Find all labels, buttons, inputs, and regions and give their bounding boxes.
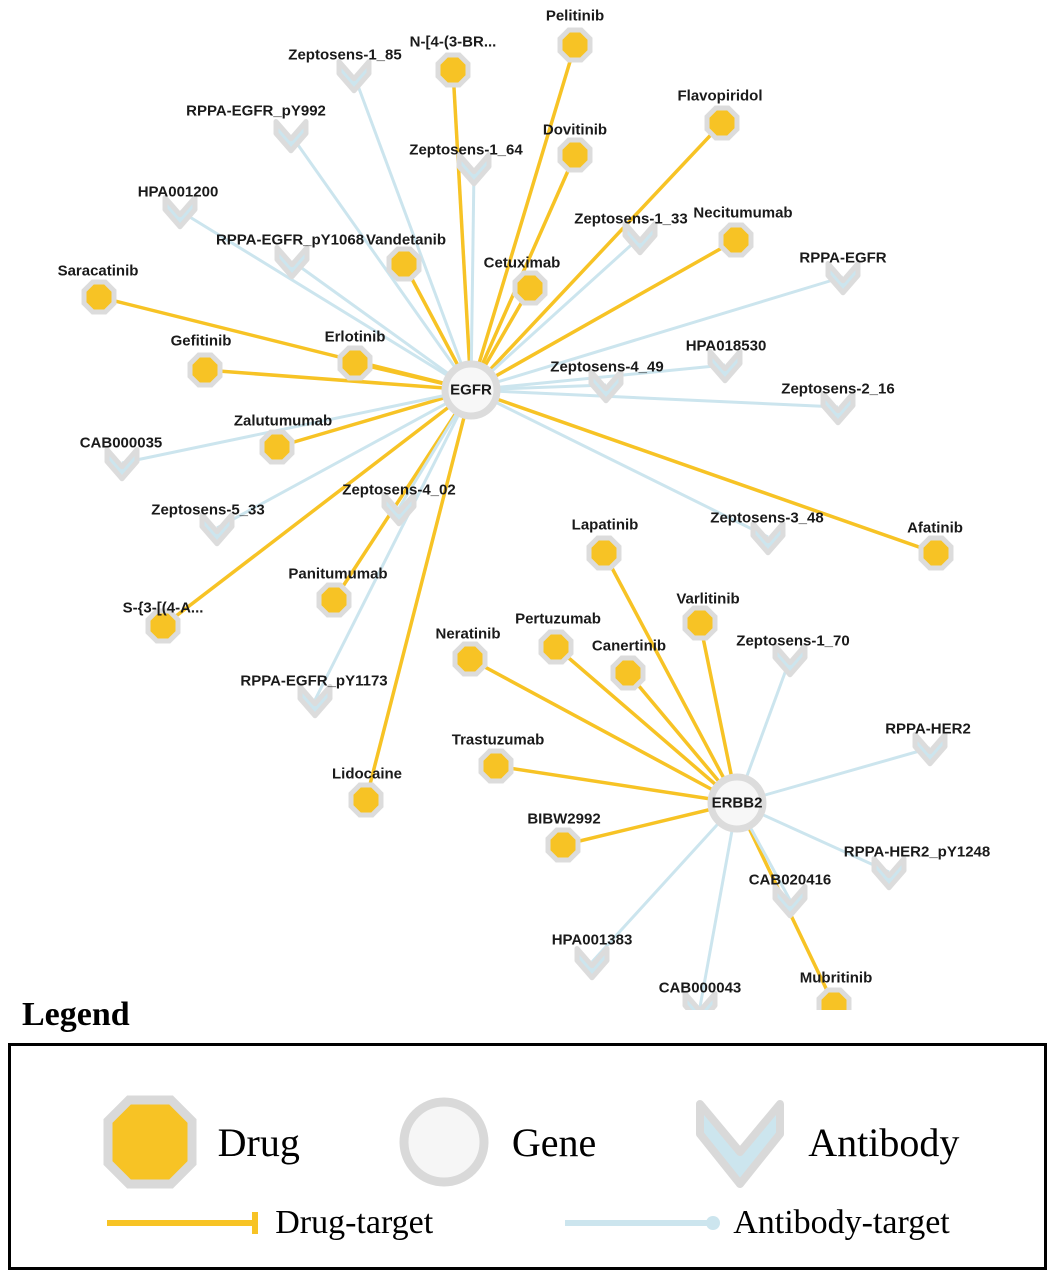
drug-node[interactable] [921, 538, 951, 568]
legend-item-antibody [686, 1088, 959, 1196]
legend-label-antibody: Antibody [808, 1119, 960, 1165]
legend-box [8, 1043, 1047, 1270]
antibody-target-edge [737, 748, 930, 803]
antibody-node[interactable] [775, 646, 805, 675]
antibody-label: Zeptosens-1_85 [288, 46, 402, 64]
antibody-label: Zeptosens-3_48 [710, 509, 824, 527]
drug-label: Flavopiridol [677, 87, 763, 105]
antibody-node[interactable] [710, 352, 740, 381]
drug-target-edge [366, 390, 471, 800]
drug-node[interactable] [351, 785, 381, 815]
antibody-node[interactable] [165, 198, 195, 227]
drug-node[interactable] [319, 585, 349, 615]
antibody-node[interactable] [459, 155, 489, 184]
drug-node[interactable] [589, 538, 619, 568]
antibody-node[interactable] [339, 62, 369, 91]
vee-icon [686, 1088, 794, 1196]
drug-node[interactable] [541, 632, 571, 662]
drug-node[interactable] [560, 30, 590, 60]
legend-title: Legend [22, 996, 130, 1033]
drug-label: BIBW2992 [527, 810, 601, 828]
antibody-target-edge [180, 211, 471, 390]
circle-icon [390, 1088, 498, 1196]
drug-label: Cetuximab [483, 254, 561, 272]
antibody-target-edge [471, 390, 768, 537]
antibody-target-edge [217, 390, 471, 528]
antibody-target-edge [315, 390, 471, 700]
drug-node[interactable] [190, 355, 220, 385]
drug-label: Necitumumab [693, 204, 793, 222]
antibody-node[interactable] [753, 524, 783, 553]
legend-edge-antibody-target [563, 1204, 950, 1242]
legend-item-drug [96, 1088, 300, 1196]
drug-node[interactable] [707, 108, 737, 138]
antibody-label: RPPA-HER2 [885, 720, 971, 738]
gene-node[interactable] [711, 777, 763, 829]
drug-node[interactable] [148, 611, 178, 641]
drug-node[interactable] [389, 249, 419, 279]
drug-label: S-{3-[(4-A... [122, 599, 204, 617]
antibody-label: Zeptosens-1_33 [574, 210, 688, 228]
gene-label-egfr: EGFR [450, 381, 492, 399]
antibody-label: RPPA-EGFR_pY1068 [215, 231, 365, 249]
antibody-node[interactable] [577, 949, 607, 978]
antibody-label: CAB020416 [748, 871, 832, 889]
drug-node[interactable] [262, 432, 292, 462]
drug-label: Neratinib [435, 625, 501, 643]
antibody-label: HPA001383 [551, 931, 633, 949]
gene-node[interactable] [445, 364, 497, 416]
antibody-target-edge-icon [563, 1208, 723, 1238]
drug-node[interactable] [685, 608, 715, 638]
drug-label: Lapatinib [571, 516, 639, 534]
drug-node[interactable] [515, 273, 545, 303]
legend-label-drug-target: Drug-target [275, 1204, 434, 1241]
drug-label: Dovitinib [542, 121, 608, 139]
legend-edges-row [11, 1204, 1044, 1242]
drug-target-edge [163, 390, 471, 626]
drug-node[interactable] [438, 55, 468, 85]
drug-label: N-[4-(3-BR... [409, 33, 497, 51]
antibody-label: HPA018530 [685, 337, 767, 355]
drug-label: Pelitinib [545, 7, 605, 25]
antibody-label: Zeptosens-4_02 [342, 481, 456, 499]
antibody-target-edge [122, 390, 471, 463]
antibody-node[interactable] [107, 450, 137, 479]
antibody-target-edge [354, 75, 471, 390]
antibody-node[interactable] [874, 859, 904, 888]
antibody-node[interactable] [915, 735, 945, 764]
drug-label: Pertuzumab [515, 610, 601, 628]
drug-node[interactable] [560, 140, 590, 170]
drug-node[interactable] [548, 830, 578, 860]
drug-label: Lidocaine [331, 765, 403, 783]
drug-label: Varlitinib [676, 590, 740, 608]
drug-node[interactable] [340, 348, 370, 378]
antibody-node[interactable] [775, 887, 805, 916]
legend-label-antibody-target: Antibody-target [733, 1204, 950, 1241]
drug-node[interactable] [84, 282, 114, 312]
drug-label: Zalutumumab [233, 412, 333, 430]
drug-label: Canertinib [591, 637, 667, 655]
legend-edge-drug-target [105, 1204, 433, 1242]
drug-target-edge [471, 390, 936, 553]
antibody-target-edge [471, 237, 640, 390]
drug-target-edge-icon [105, 1208, 265, 1238]
legend-shapes-row [11, 1088, 1044, 1196]
antibody-node[interactable] [202, 515, 232, 544]
drug-target-edge [453, 70, 471, 390]
antibody-label: Zeptosens-1_70 [736, 632, 850, 650]
antibody-label: CAB000035 [79, 434, 163, 452]
antibody-node[interactable] [276, 122, 306, 151]
drug-node[interactable] [613, 658, 643, 688]
antibody-label: RPPA-HER2_pY1248 [843, 843, 991, 861]
drug-label: Saracatinib [57, 262, 139, 280]
drug-label: Panitumumab [288, 565, 388, 583]
drug-label: Vandetanib [365, 231, 447, 249]
antibody-label: Zeptosens-1_64 [409, 141, 523, 159]
legend-label-gene: Gene [511, 1119, 597, 1165]
antibody-node[interactable] [828, 264, 858, 293]
antibody-node[interactable] [300, 687, 330, 716]
antibody-label: RPPA-EGFR_pY1173 [240, 672, 388, 690]
drug-node[interactable] [481, 751, 511, 781]
antibody-label: HPA001200 [137, 183, 219, 201]
antibody-node[interactable] [823, 394, 853, 423]
antibody-label: RPPA-EGFR_pY992 [186, 102, 326, 120]
antibody-label: Zeptosens-2_16 [781, 380, 895, 398]
drug-node[interactable] [455, 644, 485, 674]
antibody-label: RPPA-EGFR [799, 249, 887, 267]
antibody-label: Zeptosens-4_49 [550, 358, 664, 376]
drug-label: Erlotinib [324, 328, 386, 346]
antibody-target-edge [471, 390, 838, 407]
legend-label-drug: Drug [217, 1119, 300, 1165]
antibody-target-edge [592, 803, 737, 962]
drug-label: Mubritinib [799, 969, 873, 987]
antibody-label: CAB000043 [658, 979, 742, 997]
drug-target-edge [471, 123, 722, 390]
gene-label-erbb2: ERBB2 [711, 794, 763, 812]
drug-node[interactable] [819, 990, 849, 1010]
antibody-label: Zeptosens-5_33 [151, 501, 265, 519]
legend-item-gene [390, 1088, 596, 1196]
drug-label: Gefitinib [170, 332, 232, 350]
drug-label: Afatinib [907, 519, 963, 537]
antibody-target-edge [700, 803, 737, 1007]
drug-node[interactable] [721, 225, 751, 255]
octagon-icon [96, 1088, 204, 1196]
antibody-target-edge [471, 168, 474, 390]
drug-label: Trastuzumab [451, 731, 545, 749]
